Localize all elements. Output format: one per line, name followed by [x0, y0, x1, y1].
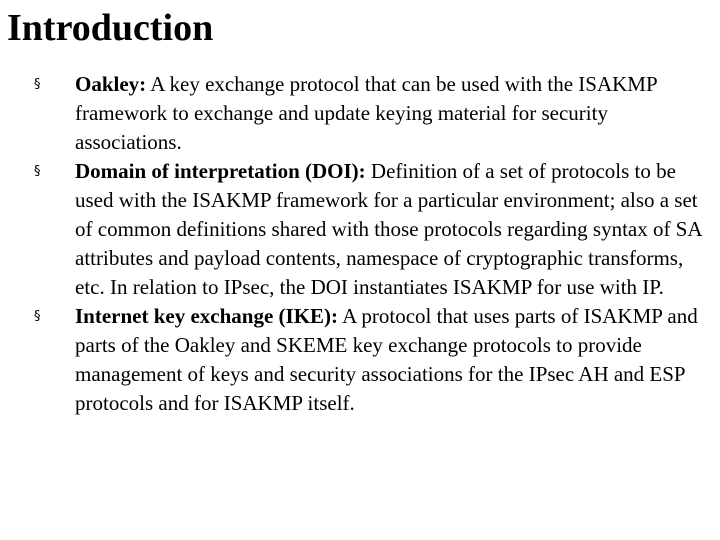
definition-list — [0, 70, 720, 418]
list-item-doi — [0, 157, 720, 302]
list-item-ike — [0, 302, 720, 418]
definition-oakley: A key exchange protocol that can be used with the ISAKMP framework to exchange and update keying material for security associations. — [75, 72, 657, 154]
bullet-icon: § — [34, 77, 41, 92]
term-ike: Internet key exchange (IKE): — [75, 304, 339, 328]
definition-ike: A protocol that uses parts of ISAKMP and parts of the Oakley and SKEME key exchange protocols to provide management of keys and security associations for the IPsec AH and ESP protocols and for ISAKMP itself. — [75, 304, 698, 415]
slide-title: Introduction — [7, 7, 214, 49]
bullet-icon: § — [34, 164, 41, 179]
term-doi: Domain of interpretation (DOI): — [75, 159, 366, 183]
bullet-icon: § — [34, 309, 41, 324]
list-item-oakley — [0, 70, 720, 157]
term-oakley: Oakley: — [75, 72, 147, 96]
definition-doi: Definition of a set of protocols to be used with the ISAKMP framework for a particular environment; also a set of common definitions shared with those protocols regarding syntax of SA attributes and payload contents, namespace of cryptographic transforms, etc. In relation to IPsec, the DOI instantiates ISAKMP for use with IP. — [75, 159, 702, 299]
